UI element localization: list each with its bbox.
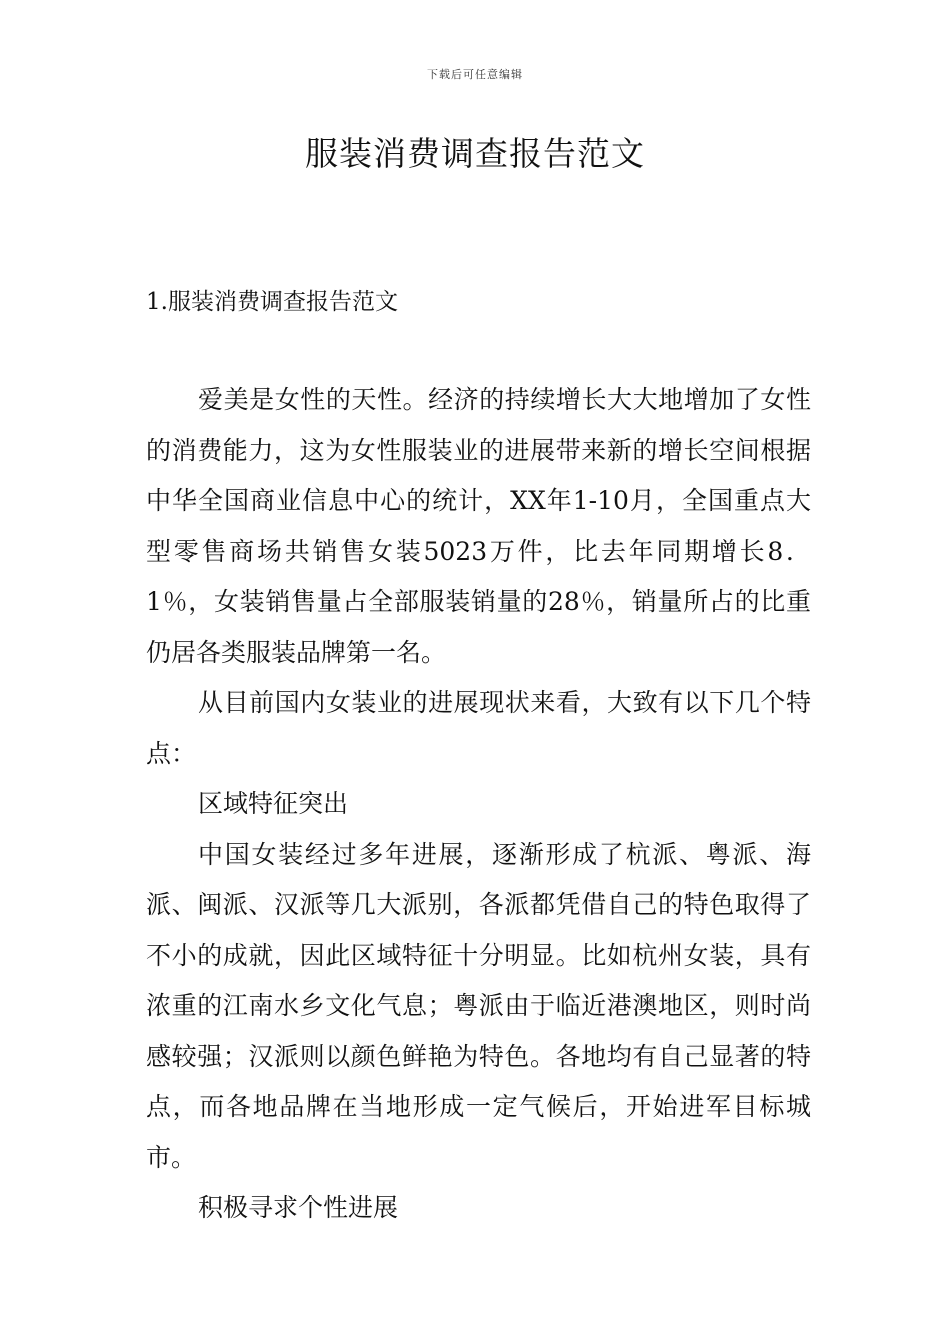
document-title: 服装消费调查报告范文 bbox=[305, 134, 645, 173]
header-note: 下载后可任意编辑 bbox=[427, 68, 523, 81]
document-body bbox=[146, 375, 811, 1234]
paragraph: 中国女装经过多年进展，逐渐形成了杭派、粤派、海派、闽派、汉派等几大派别，各派都凭借自己的特色取得了不小的成就，因此区域特征十分明显。比如杭州女装，具有浓重的江南水乡文化气息；粤派由于临近港澳地区，则时尚感较强；汉派则以颜色鲜艳为特色。各地均有自己显著的特点，而各地品牌在当地形成一定气候后，开始进军目标城市。 bbox=[146, 839, 811, 1172]
subheading: 区域特征突出 bbox=[198, 789, 349, 818]
section-heading: 1.服装消费调查报告范文 bbox=[146, 289, 398, 315]
paragraph: 从目前国内女装业的进展现状来看，大致有以下几个特点： bbox=[146, 688, 811, 768]
subheading: 积极寻求个性进展 bbox=[198, 1193, 399, 1222]
paragraph: 爱美是女性的天性。经济的持续增长大大地增加了女性的消费能力，这为女性服装业的进展带来新的增长空间根据中华全国商业信息中心的统计，XX年1-10月，全国重点大型零售商场共销售女装5023万件，比去年同期增长8．1％，女装销售量占全部服装销量的28％，销量所占的比重仍居各类服装品牌第一名。 bbox=[146, 385, 811, 667]
